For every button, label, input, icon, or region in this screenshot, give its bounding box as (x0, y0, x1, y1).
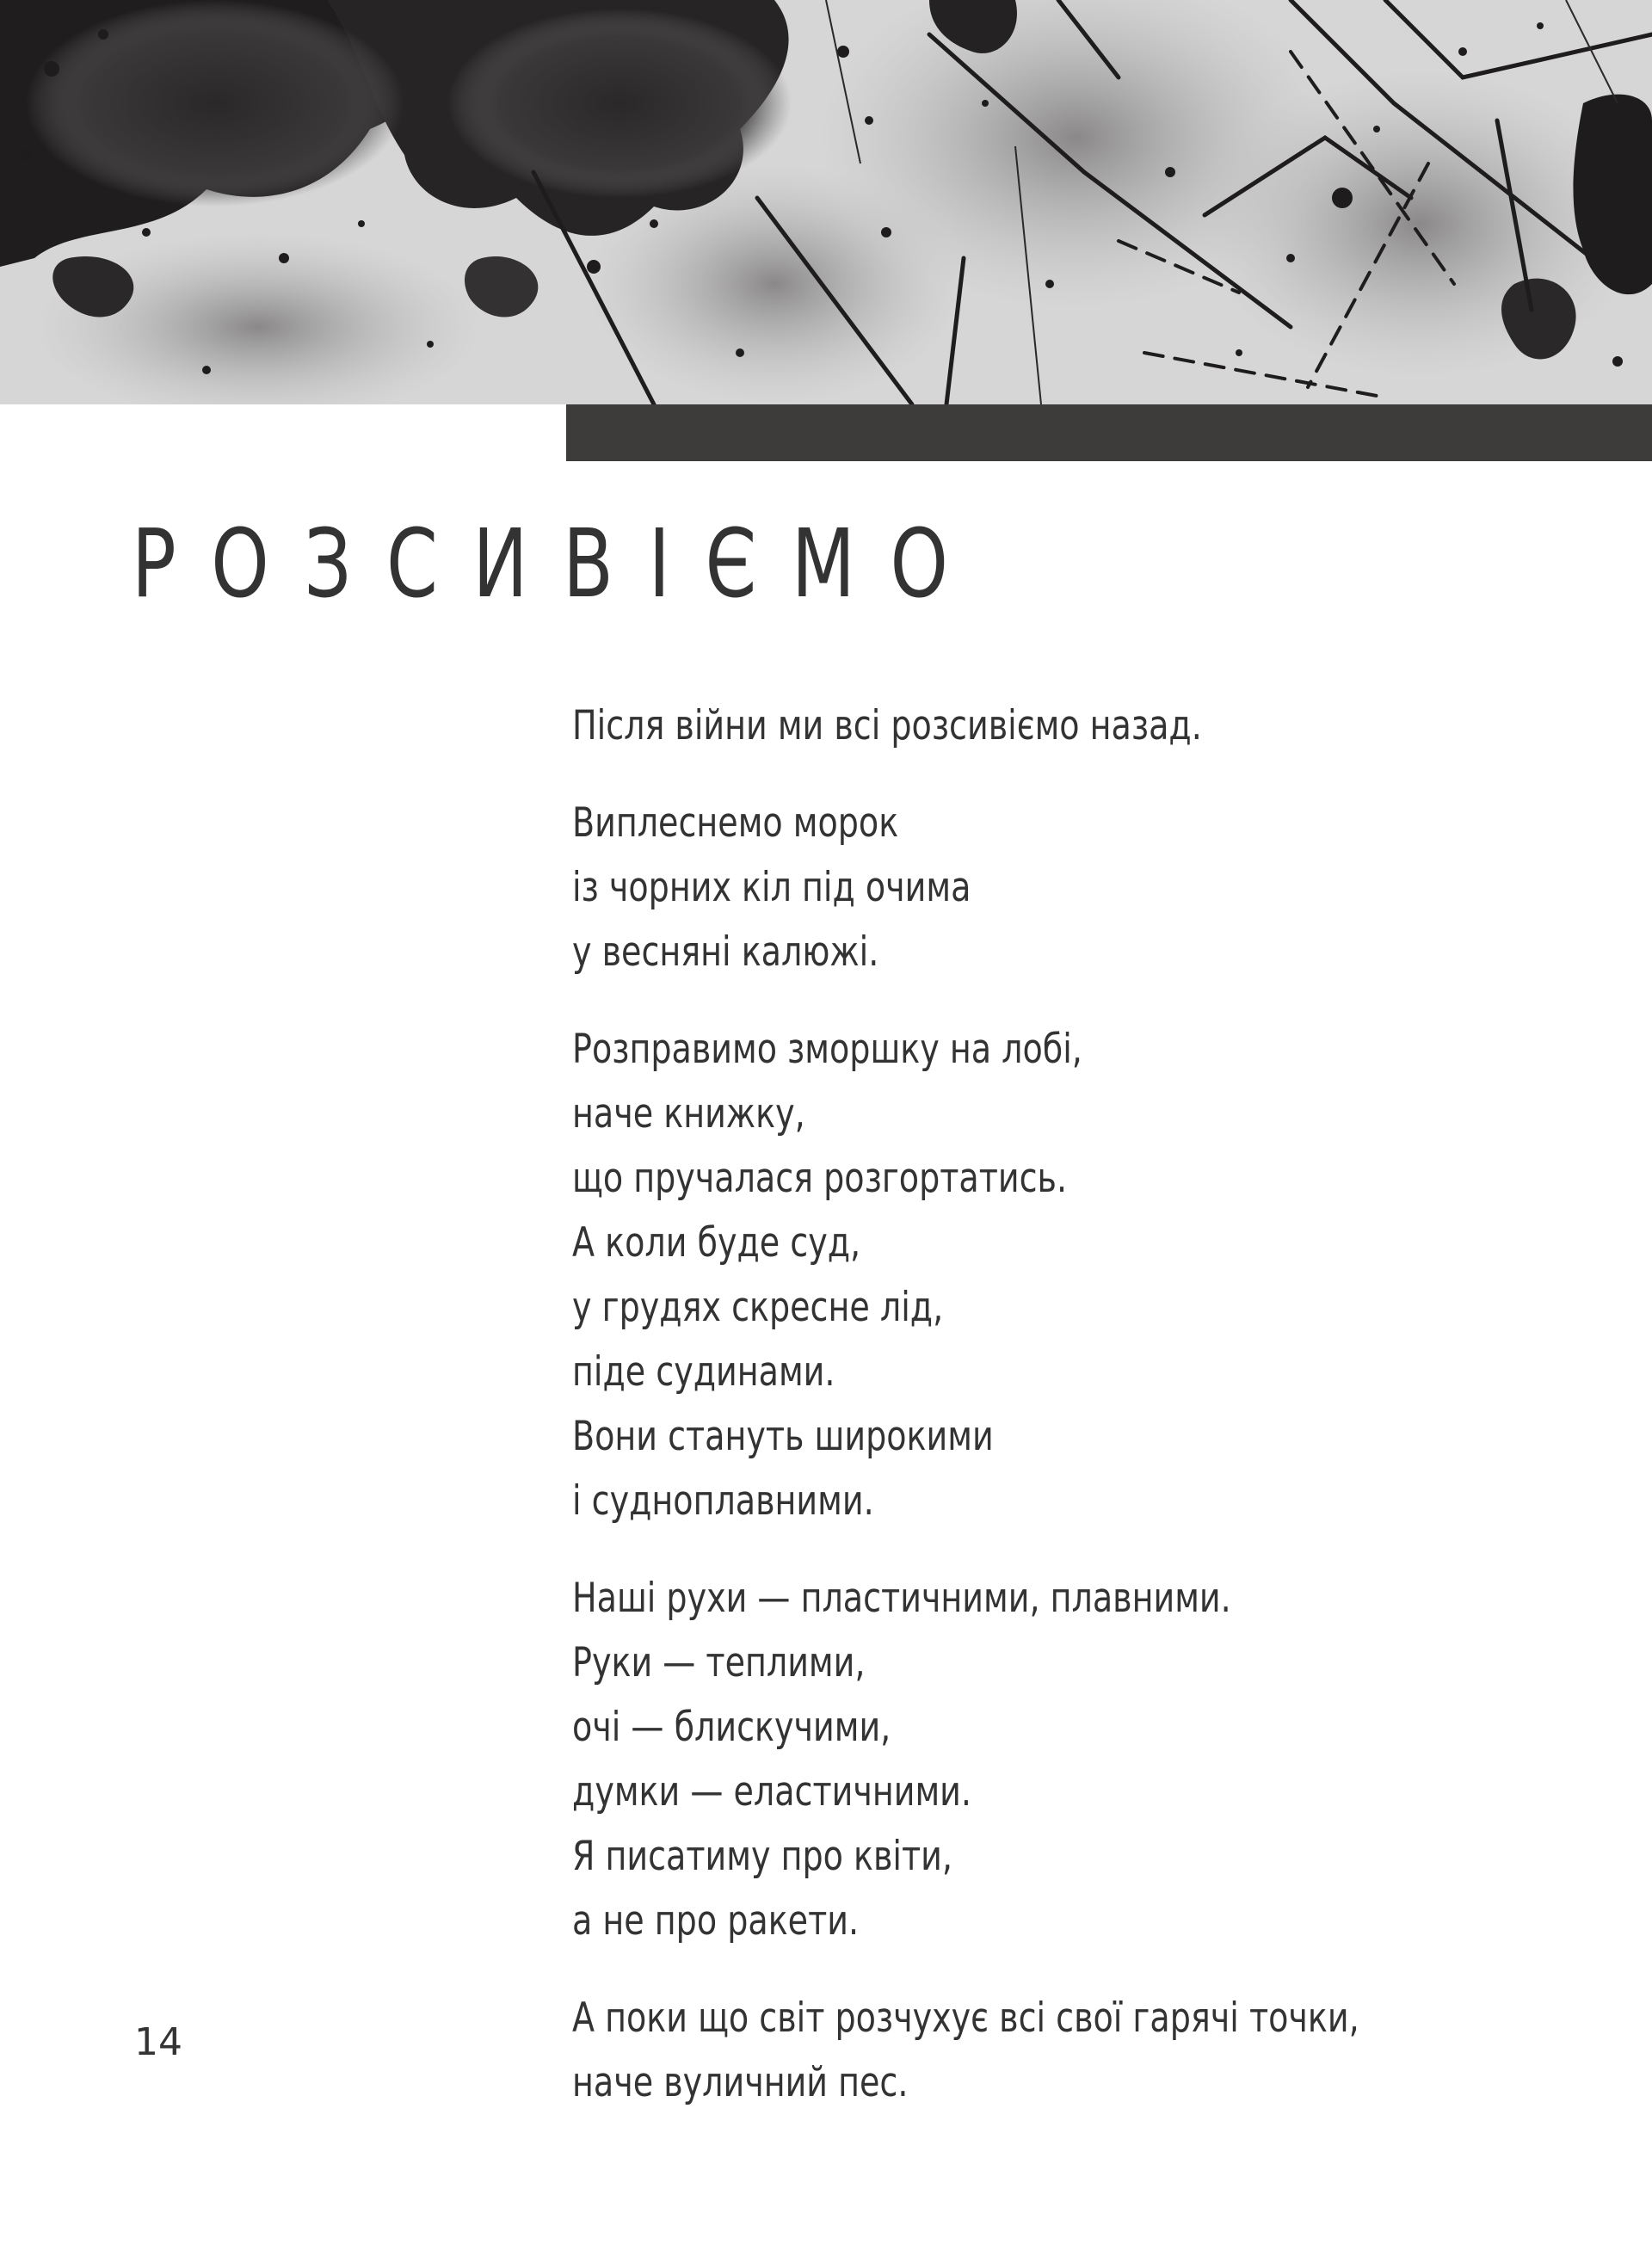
page-title: РОЗСИВІЄМО (132, 509, 983, 619)
poem-line: Розправимо зморшку на лобі, (572, 1026, 1082, 1073)
poem-stanza (572, 694, 1605, 758)
poem-line: Виплеснемо морок (572, 799, 899, 847)
poem-line: у весняні калюжі. (572, 928, 879, 976)
poem-line: А коли буде суд, (572, 1219, 861, 1267)
poem-stanza (572, 1566, 1605, 1953)
poem-stanza (572, 1017, 1605, 1533)
poem-line: Після війни ми всі розсивіємо назад. (572, 702, 1202, 749)
poem-line: наче книжку, (572, 1090, 805, 1137)
poem-line: що пручалася розгортатись. (572, 1155, 1068, 1202)
poem-line: думки — еластичними. (572, 1768, 971, 1816)
header-bar (566, 404, 1652, 461)
poem-line: а не про ракети. (572, 1897, 860, 1945)
poem-line: у грудях скресне лід, (572, 1284, 944, 1331)
page-number: 14 (134, 2020, 182, 2064)
poem-line: Я писатиму про квіти, (572, 1833, 952, 1880)
poem-line: із чорних кіл під очима (572, 864, 971, 911)
poem-line: А поки що світ розчухує всі свої гарячі точки, (572, 1994, 1359, 2042)
poem-line: і судноплавними. (572, 1477, 874, 1525)
poem-line: Наші рухи — пластичними, плавними. (572, 1575, 1231, 1622)
poem-stanza (572, 1986, 1605, 2115)
poem-line: очі — блискучими, (572, 1704, 891, 1751)
poem-line: наче вуличний пес. (572, 2059, 909, 2106)
poem-line: Вони стануть широкими (572, 1413, 994, 1460)
poem-stanza (572, 791, 1605, 984)
poem-line: піде судинами. (572, 1348, 835, 1396)
ink-splash-illustration (0, 0, 1652, 404)
poem (572, 694, 1605, 2148)
poem-line: Руки — теплими, (572, 1639, 866, 1686)
